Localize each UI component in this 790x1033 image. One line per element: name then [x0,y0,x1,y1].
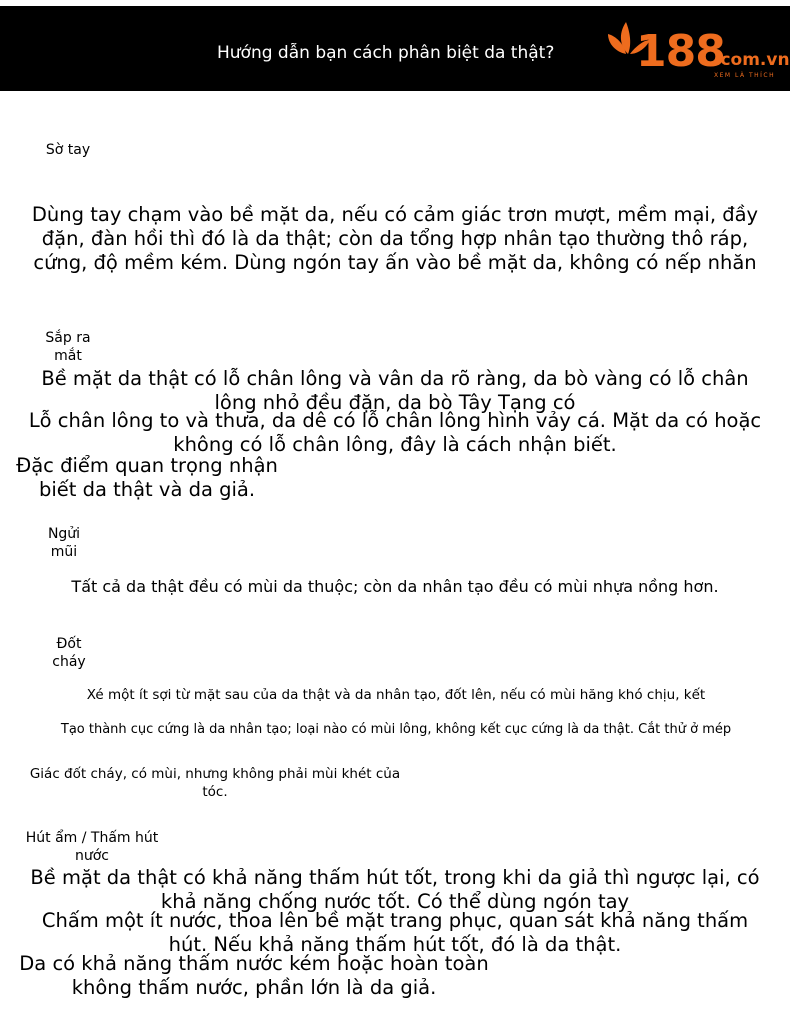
section-label: Hút ẩm / Thấm hút nước [25,830,159,864]
logo-tagline: XEM LÀ THÍCH [714,72,776,79]
header-bar [0,6,790,91]
section-paragraph: Dùng tay chạm vào bề mặt da, nếu có cảm giác trơn mượt, mềm mại, đầy đặn, đàn hồi thì đó là da thật; còn da tổng hợp nhân tạo thường thô ráp, cứng, độ mềm kém. Dùng ngón tay ấn vào bề mặt da, không có nếp nhăn [31,203,759,274]
site-logo[interactable] [606,16,790,92]
section-paragraph: Giác đốt cháy, có mùi, nhưng không phải mùi khét của tóc. [29,766,401,800]
section-paragraph: Tất cả da thật đều có mùi da thuộc; còn da nhân tạo đều có mùi nhựa nồng hơn. [71,577,719,596]
section-paragraph: Da có khả năng thấm nước kém hoặc hoàn toàn không thấm nước, phần lớn là da giả. [19,952,489,999]
page-title: Hướng dẫn bạn cách phân biệt da thật? [217,43,555,63]
section-label: Đốt cháy [52,636,86,670]
section-paragraph: Lỗ chân lông to và thưa, da dê có lỗ chân lông hình vảy cá. Mặt da có hoặc không có lỗ chân lông, đây là cách nhận biết. [28,409,762,456]
section-paragraph: Bề mặt da thật có lỗ chân lông và vân da rõ ràng, da bò vàng có lỗ chân lông nhỏ đều đặn, da bò Tây Tạng có [41,367,749,414]
logo-domain: .com.vn [714,50,790,70]
logo-number: 188 [636,26,725,77]
section-paragraph: Tạo thành cục cứng là da nhân tạo; loại nào có mùi lông, không kết cục cứng là da thật. Cắt thử ở mép [60,722,732,737]
section-paragraph: Đặc điểm quan trọng nhận biết da thật và da giả. [16,454,278,501]
section-label: Sắp ra mắt [45,330,91,364]
section-label: Ngửi mũi [47,526,81,560]
section-label: Sờ tay [45,142,91,158]
section-paragraph: Bề mặt da thật có khả năng thấm hút tốt, trong khi da giả thì ngược lại, có khả năng chống nước tốt. Có thể dùng ngón tay [30,866,760,913]
section-paragraph: Chấm một ít nước, thoa lên bề mặt trang phục, quan sát khả năng thấm hút. Nếu khả năng thấm hút tốt, đó là da thật. [41,909,749,956]
section-paragraph: Xé một ít sợi từ mặt sau của da thật và da nhân tạo, đốt lên, nếu có mùi hăng khó chịu, kết [86,687,706,703]
